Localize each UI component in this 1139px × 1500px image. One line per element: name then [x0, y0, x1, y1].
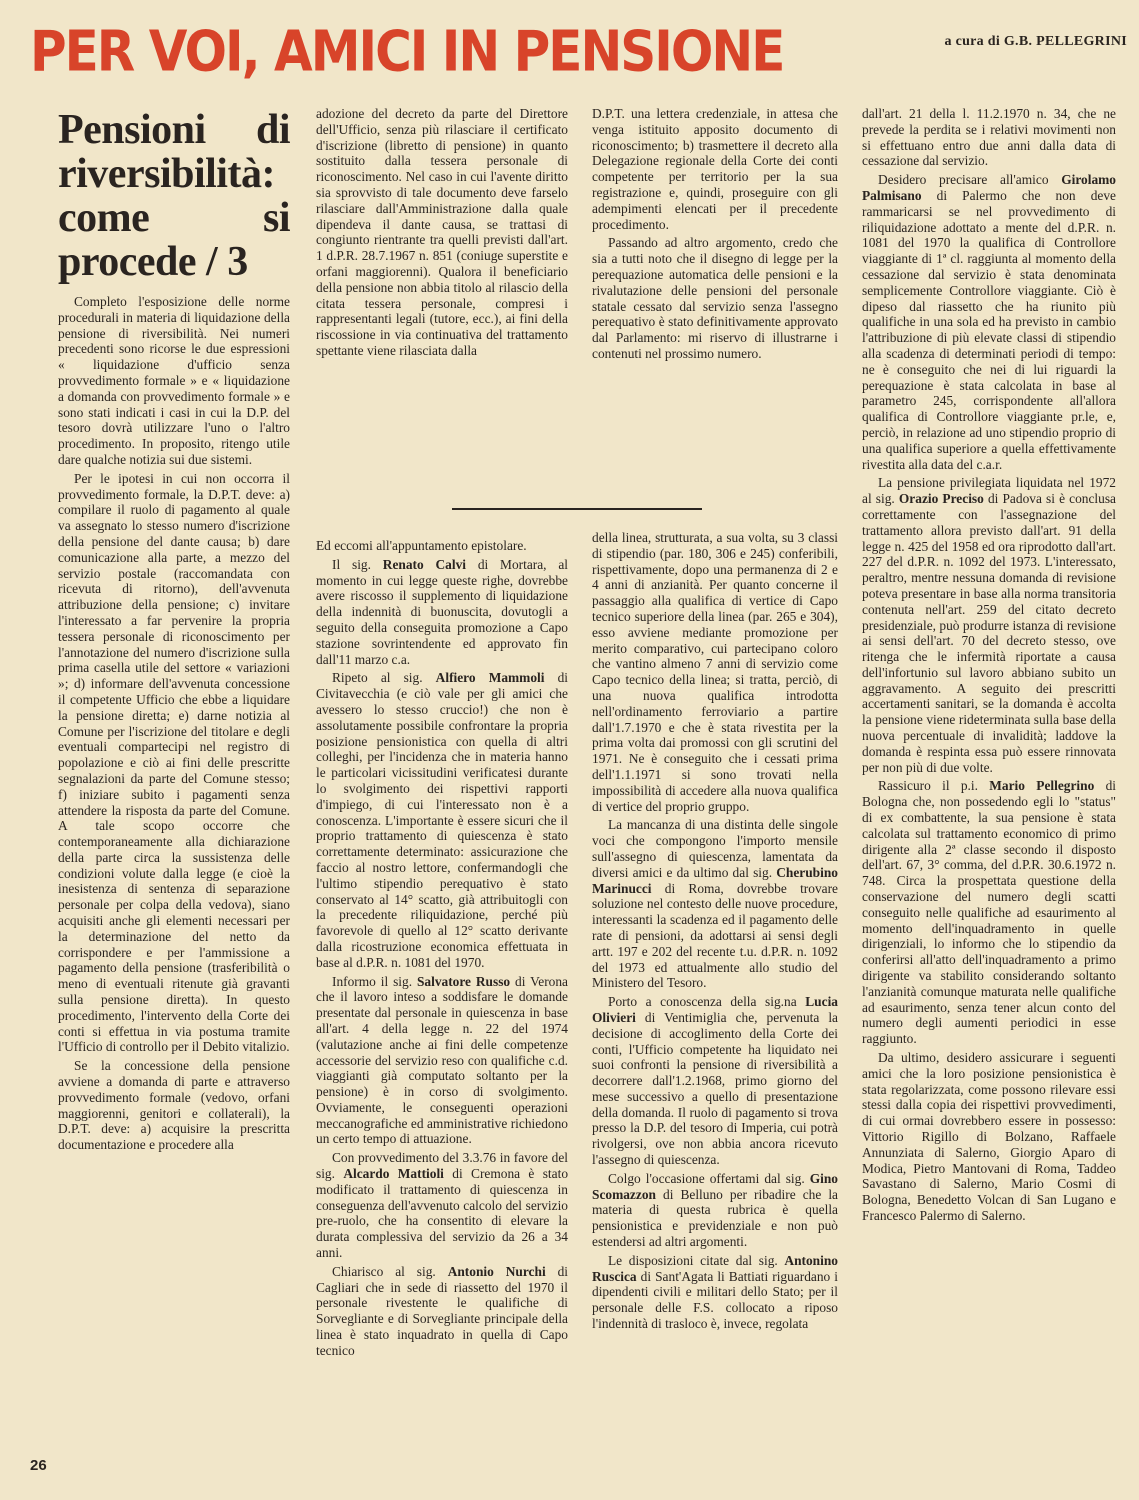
letters-column-2 — [316, 538, 568, 1362]
letter-text: Porto a conoscenza della sig.na — [608, 994, 806, 1010]
letter-text: di Mortara, al momento in cui legge queste righe, dovrebbe avere riscosso il supplemento di liquidazione della indennità di buonuscita, dovutogli a seguito della conseguita promozione a Capo stazione sovrintendente ed approvato fin dall'11 marzo c.a. — [316, 556, 568, 667]
letter-text: La pensione privilegiata liquidata nel 1972 al sig. — [862, 475, 1116, 507]
reader-name: Alcardo Mattioli — [343, 1166, 444, 1182]
letter-text: Chiarisco al sig. — [332, 1263, 448, 1279]
letter-text: di Sant'Agata li Battiati riguardano i dipendenti civili e militari dello Stato; per il personale delle F.S. collocato a riposo l'indennità di trasloco è, invece, regolata — [592, 1268, 838, 1332]
letter-paragraph — [592, 1171, 838, 1250]
letter-text: di Padova si è conclusa correttamente con l'assegnazione del trattamento allora previsto dall'art. 91 della legge n. 425 del 1958 ed ora riprodotto dall'art. 227 del d.P.R. n. 1092 del 1973. L'interessato, peraltro, mentre nessuna domanda di revisione poteva presentare in base alla norma transitoria contenuta nell'art. 259 del citato decreto presidenziale, può produrre istanza di revisione ai sensi dell'art. 70 del decreto stesso, ove ritenga che le infermità riportate a causa dell'infortunio sul lavoro abbiano subito un aggravamento. A seguito dei prescritti accertamenti sanitari, se la domanda è accolta la pensione viene rideterminata sulla base della nuova percentuale di invalidità; laddove la domanda è respinta essa può essere rinnovata per non più di due volte. — [862, 491, 1117, 775]
letter-text: Informo il sig. — [332, 973, 417, 989]
paragraph: Passando ad altro argomento, credo che sia a tutti noto che il disegno di legge per la perequazione automatica delle pensioni e la rivalutazione delle pensioni del personale statale cessato dal servizio senza l'assegno perequativo è stato definitivamente approvato dal Parlamento: mi riservo di illustrarne i contenuti nel prossimo numero. — [592, 235, 838, 361]
letter-text: di Cremona è stato modificato il trattamento di quiescenza in conseguenza dell'avvenuto calcolo del servizio pre-ruolo, che ha consentito di elevare la durata complessiva del servizio da 26 a 34 anni. — [316, 1166, 569, 1261]
paragraph: D.P.T. una lettera credenziale, in attesa che venga istituito apposito documento di riconoscimento; b) trasmettere il decreto alla Delegazione regionale della Corte dei conti competente per territorio per la sua registrazione e, quindi, proseguire con gli adempimenti elencati per il precedente procedimento. — [592, 106, 838, 232]
reader-name: Gino Scomazzon — [592, 1170, 838, 1202]
letter-text: Rassicuro il p.i. — [878, 778, 990, 794]
letter-paragraph — [316, 1264, 568, 1359]
letter-text: di Belluno per ribadire che la materia di questa rubrica è quella pensionistica e previdenziale e non può estendersi ad altri argomenti. — [592, 1186, 838, 1250]
letter-paragraph — [316, 974, 568, 1148]
reader-name: Alfiero Mammoli — [435, 670, 545, 686]
letter-paragraph — [862, 475, 1116, 775]
letter-paragraph: della linea, strutturata, a sua volta, su 3 classi di stipendio (par. 180, 306 e 245) conferibili, rispettivamente, dopo una permanenza di 2 e 4 anni di anzianità. Per quanto concerne il passaggio alla qualifica di vertice di Capo tecnico superiore della linea (par. 265 e 304), esso avviene mediante promozione per merito comparativo, cui partecipano coloro che vantino almeno 7 anni di servizio come Capo tecnico della linea; si tratta, perciò, di una nuova qualifica introdotta nell'ordinamento ferroviario a partire dall'1.7.1970 e che è stata rivestita per la prima volta dai promossi con gli scrutini del 1971. Ne è conseguito che i cessati prima dell'1.1.1971 si sono trovati nella impossibilità di accedere alla nuova qualifica di vertice del proprio gruppo. — [592, 530, 838, 814]
letter-text: di Bologna che, non possedendo egli lo "status" di ex combattente, la sua pensione è stata calcolata sul trattamento economico di primo dirigente alla 2ª classe secondo il disposto dell'art. 67, 3° comma, del d.P.R. 30.6.1972 n. 748. Circa la prospettata questione della conservazione del numero degli scatti conseguito nelle qualifiche ad esaurimento al momento dell'inquadramento in quelle dirigenziali, lo informo che lo stipendio da conferirsi all'atto dell'inquadramento a primo dirigente va stabilito considerando soltanto l'anzianità comunque maturata nelle qualifiche ad esaurimento, senza tener alcun conto del numero degli aumenti periodici in esse raggiunto. — [862, 778, 1116, 1047]
letter-text: Desidero precisare all'amico — [878, 172, 1062, 188]
paragraph: Se la concessione della pensione avviene a domanda di parte e attraverso provvedimento formale (vedovo, orfani maggiorenni, genitori e collaterali), la D.P.T. deve: a) acquisire la prescritta documentazione e procedere alla — [58, 1058, 290, 1153]
reader-name: Girolamo Palmisano — [862, 172, 1116, 203]
paragraph: Completo l'esposizione delle norme procedurali in materia di liquidazione della pensione di riversibilità. Nei numeri precedenti sono ricorse le due espressioni « liquidazione d'ufficio senza provvedimento formale » e « liquidazione a domanda con provvedimento formale » e sono stati indicati i casi in cui la D.P. del tesoro dovrà utilizzare l'uno o l'altro procedimento. In proposito, ritengo utile dare qualche notizia sui due sistemi. — [58, 294, 290, 467]
byline: a cura di G.B. PELLEGRINI — [944, 34, 1127, 49]
letter-paragraph — [862, 778, 1116, 1047]
paragraph: adozione del decreto da parte del Direttore dell'Ufficio, senza più rilasciare il certificato d'iscrizione (libretto di pensione) in quanto sostituito dalla tessera personale di riconoscimento. Nel caso in cui l'avente diritto sia sprovvisto di tale documento deve farselo rilasciare dall'Amministrazione dalla quale dipendeva il dante causa, se trattasi di congiunto rientrante tra quelli previsti dall'art. 1 d.P.R. 28.7.1967 n. 851 (coniuge superstite e orfani maggiorenni). Qualora il beneficiario della pensione non abbia titolo al rilascio della citata tessera personale, compresi i rappresentanti legali (tutore, ecc.), ai fini della riscossione in via continuativa del trattamento spettante viene rilasciata dalla — [316, 106, 568, 358]
letter-text: di Verona che il lavoro inteso a soddisfare le domande presentate dal personale in quiescenza in base all'art. 4 della legge n. 22 del 1974 (valutazione anche ai fini delle competenze accessorie del servizio reso con qualifiche c.d. viaggianti già computato soltanto per la pensione) è in corso di svolgimento. Ovviamente, le conseguenti operazioni meccanografiche ed amministrative richiedono un certo tempo di attuazione. — [316, 973, 569, 1147]
letter-paragraph: Da ultimo, desidero assicurare i seguenti amici che la loro posizione pensionistica è stata regolarizzata, come possono rilevare essi stessi dalla copia dei rispettivi provvedimenti, di cui ormai dovrebbero essere in possesso: Vittorio Rigillo di Bolzano, Raffaele Annunziata di Salerno, Giorgio Aparo di Modica, Pietro Mantovani di Roma, Taddeo Savastano di Salerno, Mario Cosmi di Bologna, Benedetto Volcan di San Lugano e Francesco Palermo di Salerno. — [862, 1050, 1116, 1223]
letter-text: Con provvedimento del 3.3.76 in favore del sig. — [316, 1150, 568, 1182]
letter-text: Il sig. — [332, 556, 383, 572]
reader-name: Renato Calvi — [382, 556, 467, 572]
reader-name: Lucia Olivieri — [592, 994, 838, 1025]
letter-paragraph: Ed eccomi all'appuntamento epistolare. — [316, 538, 527, 553]
letter-text: Colgo l'occasione offertami dal sig. — [608, 1170, 810, 1186]
letter-text: La mancanza di una distinta delle singole voci che compongono l'importo mensile sull'assegno di quiescenza, lamentata da diversi amici e da ultimo dal sig. — [592, 817, 838, 880]
letter-text: di Palermo che non deve rammaricarsi se nel provvedimento di riliquidazione adottato a mente del d.P.R. n. 1081 del 1970 la qualifica di Controllore viaggiante di 1ª cl. raggiunta al momento della cessazione dal servizio è stata denominata semplicemente Controllore viaggiante. Ciò è dipeso dal riassetto che ha riunito più qualifiche in una sola ed ha previsto in cambio l'attribuzione di più elevate classi di stipendio alla scadenza di determinati periodi di tempo: ne è conseguito che nei di lui riguardi la perequazione è stata calcolata in base al parametro 245, corrispondente all'allora qualifica di Controllore viaggiante pr.le, e, perciò, in relazione ad uno stipendio proprio di una qualifica superiore a quella effettivamente rivestita alla data del c.a.r. — [862, 187, 1116, 472]
paragraph: Per le ipotesi in cui non occorra il provvedimento formale, la D.P.T. deve: a) compilare il ruolo di pagamento al quale va assegnato lo stesso numero d'iscrizione della pensione del dante causa; b) dare comunicazione alla parte, a mezzo del servizio postale (raccomandata con ricevuta di ritorno), dell'avvenuta attribuzione della pensione; c) invitare l'interessato a far pervenire la propria tessera personale di riconoscimento per l'annotazione del numero d'iscrizione sulla prima casella utile del settore « variazioni »; d) informare dell'avvenuta concessione il competente Ufficio che ebbe a liquidare la pensione diretta; e) darne notizia al Comune per l'iscrizione del titolare e degli eventuali compartecipi nel registro di popolazione e ciò ai fini delle prescritte segnalazioni da parte del Comune stesso; f) iniziare subito i pagamenti senza attendere la risposta da parte del Comune. A tale scopo occorre che contemporaneamente alla dichiarazione della parte circa la sussistenza delle condizioni volute dalla legge (e cioè la inesistenza di sentenza di separazione personale per colpa della vedova), siano acquisiti anche gli elementi necessari per la determinazione del netto da corrispondere e per l'ammissione a pagamento della pensione (trasferibilità o meno di eventuali ritenute già gravanti sulla pensione diretta). In questo procedimento, l'intervento della Corte dei conti si effettua in via postuma tramite l'Ufficio di controllo per il Debito vitalizio. — [58, 470, 290, 1055]
column-4 — [862, 106, 1116, 1227]
letter-text: di Cagliari che in sede di riassetto del 1970 il personale rivestente le qualifiche di Sorvegliante e di Sorvegliante principale della linea è stato inquadrato in quella di Capo tecnico — [316, 1263, 568, 1358]
letter-text: di Roma, dovrebbe trovare soluzione nel contesto delle nuove procedure, interessanti la scadenza ed il pagamento delle rate di pensioni, da adottarsi ai sensi degli artt. 197 e 202 del recente t.u. d.P.R. n. 1092 del 1973 ed attualmente allo studio del Ministero del Tesoro. — [592, 880, 838, 991]
section-divider — [452, 508, 702, 510]
letter-paragraph — [316, 670, 568, 970]
letter-paragraph — [592, 817, 838, 991]
letter-paragraph — [592, 1253, 838, 1332]
column-3-top — [592, 106, 838, 365]
letter-paragraph: dall'art. 21 della l. 11.2.1970 n. 34, che ne prevede la perdita se i relativi movimenti non si effettuano entro due anni dalla data di cessazione dal servizio. — [862, 106, 1116, 169]
reader-name: Orazio Preciso — [898, 491, 984, 507]
reader-name: Salvatore Russo — [416, 973, 511, 989]
reader-name: Mario Pellegrino — [989, 778, 1095, 794]
letter-text: di Civitavecchia (e ciò vale per gli amici che avessero lo stesso cruccio!) che non è assolutamente possibile confrontare la propria posizione pensionistica con quella di altri colleghi, per l'incidenza che in materia hanno le particolari vicissitudini verificatesi durante lo svolgimento dei rispettivi rapporti d'impiego, di cui l'interessato non è a conoscenza. L'importante è essere sicuri che il proprio trattamento di quiescenza è stato correttamente determinato: assicurazione che faccio al nostro lettore, confermandogli che l'ultimo stipendio perequativo è stato conservato al 14° scatto, già attribuitogli con la precedente riliquidazione, perché più favorevole di quello al 12° scatto derivante dalla ricostruzione economica effettuata in base al d.P.R. n. 1081 del 1970. — [316, 670, 568, 970]
letter-paragraph — [316, 1150, 568, 1261]
letter-paragraph — [316, 557, 568, 668]
reader-name: Antonio Nurchi — [447, 1263, 546, 1279]
letter-paragraph — [862, 172, 1116, 472]
letters-column-3 — [592, 530, 838, 1335]
article-title: Pensioni di riversibilità: come si procede / 3 — [58, 107, 290, 285]
letter-paragraph — [592, 994, 838, 1168]
column-2-top — [316, 106, 568, 362]
section-masthead: PER VOI, AMICI IN PENSIONE — [30, 19, 784, 85]
reader-name: Antonino Ruscica — [592, 1252, 838, 1284]
column-1 — [58, 108, 290, 1156]
letter-text: Ripeto al sig. — [332, 670, 436, 686]
page-number: 26 — [30, 1457, 47, 1474]
letter-text: Le disposizioni citate dal sig. — [608, 1252, 785, 1268]
reader-name: Cherubino Marinucci — [592, 864, 838, 896]
letter-text: di Ventimiglia che, pervenuta la decisione di accoglimento della Corte dei conti, l'Ufficio competente ha liquidato nei suoi confronti la pensione di riversibilità a decorrere dall'1.2.1968, primo giorno del mese successivo a quello di presentazione della domanda. Il ruolo di pagamento si trova presso la D.P. del tesoro di Imperia, cui potrà rivolgersi, ove non abbia ancora ricevuto l'assegno di quiescenza. — [592, 1009, 838, 1168]
